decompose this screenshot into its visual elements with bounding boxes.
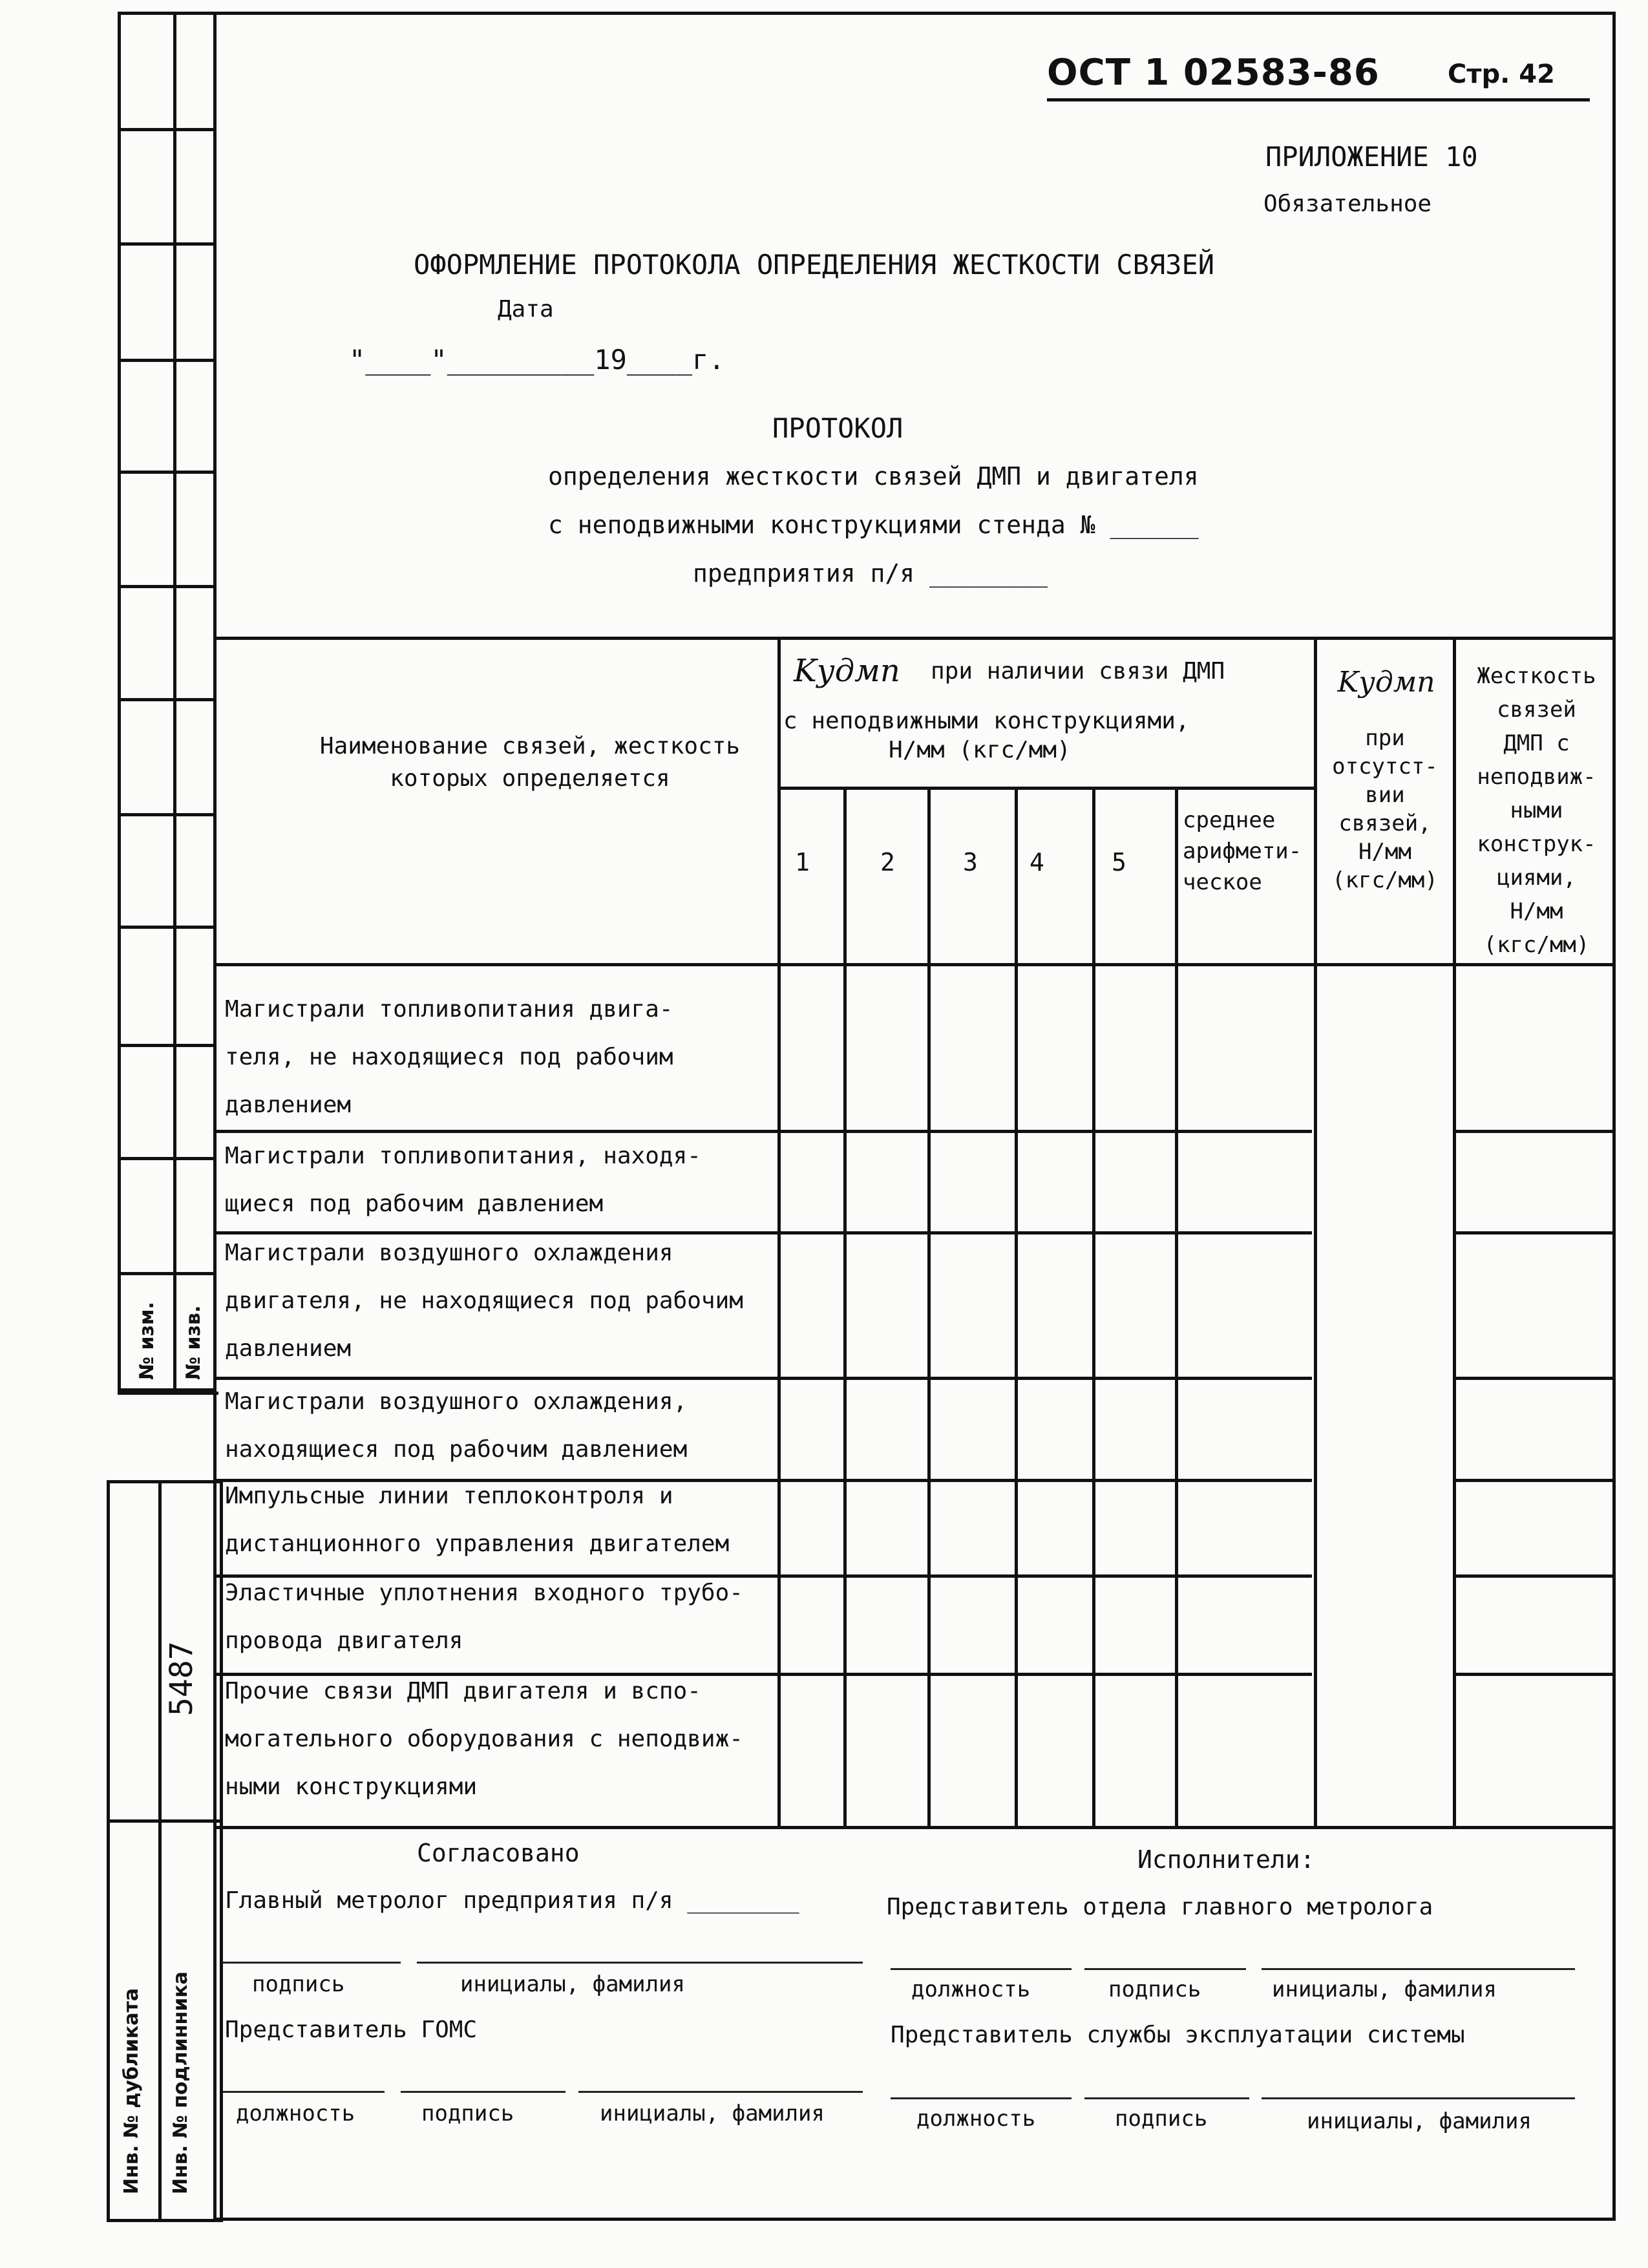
k-symbol-absent: Kудмп [1337, 666, 1435, 699]
form-title: ОФОРМЛЕНИЕ ПРОТОКОЛА ОПРЕДЕЛЕНИЯ ЖЕСТКОСТИ СВЯЗЕЙ [414, 249, 1215, 281]
inv-original-label: Инв. № подлинника [169, 1971, 192, 2194]
rep-goms: Представитель ГОМС [225, 2017, 478, 2043]
signature-caption: подпись [421, 2101, 514, 2126]
position-caption: должность [916, 2106, 1036, 2132]
date-label: Дата [498, 296, 554, 323]
agreed-label: Согласовано [417, 1839, 580, 1867]
col-header-stiffness: Жесткость связей ДМП с неподвиж- ными конструк- циями, Н/мм (кгс/мм) [1477, 663, 1596, 958]
inventory-number: 5487 [164, 1641, 200, 1716]
initials-caption: инициалы, фамилия [600, 2101, 825, 2126]
protocol-heading: ПРОТОКОЛ [772, 412, 903, 444]
table-row: Магистрали топливопитания двига- теля, не находящиеся под рабочим давлением [225, 996, 673, 1118]
rep-operation: Представитель службы эксплуатации системы [891, 2022, 1465, 2048]
protocol-line3: предприятия п/я ________ [693, 559, 1048, 588]
k-symbol: Kудмп [794, 653, 900, 689]
signature-caption: подпись [1108, 1977, 1201, 2002]
k-group-header2: с неподвижными конструкциями, [783, 708, 1190, 734]
k-group-header: при наличии связи ДМП [931, 658, 1225, 684]
table-row: Магистрали топливопитания, находя- щиеся под рабочим давлением [225, 1143, 701, 1217]
page-number: Стр. 42 [1448, 59, 1555, 89]
avg-col-header: среднее арифмети- ческое [1183, 807, 1302, 895]
signature-caption: подпись [252, 1971, 345, 1997]
notice-number-label: № изв. [182, 1305, 205, 1380]
table-row: Эластичные уплотнения входного трубо- провода двигателя [225, 1580, 743, 1654]
inv-duplicate-label: Инв. № дубликата [120, 1987, 143, 2194]
col-header-absent: при отсутст- вии связей, Н/мм (кгс/мм) [1332, 725, 1438, 893]
position-caption: должность [911, 1977, 1031, 2002]
sub-col-3: 3 [963, 848, 978, 876]
initials-caption: инициалы, фамилия [1307, 2108, 1532, 2134]
sub-col-2: 2 [880, 848, 895, 876]
sub-col-4: 4 [1030, 848, 1044, 876]
margin-column-outer [118, 12, 176, 1395]
change-number-label: № изм. [136, 1302, 158, 1380]
rep-metrology-dept: Представитель отдела главного метролога [887, 1894, 1433, 1920]
protocol-line1: определения жесткости связей ДМП и двигателя [548, 462, 1199, 491]
sub-col-1: 1 [795, 848, 810, 876]
k-group-units: Н/мм (кгс/мм) [889, 737, 1071, 763]
table-row: Импульсные линии теплоконтроля и дистанционного управления двигателем [225, 1483, 730, 1557]
sub-col-5: 5 [1112, 848, 1126, 876]
position-caption: должность [236, 2101, 355, 2126]
col-header-name: Наименование связей, жесткость которых определяется [319, 733, 741, 792]
appendix-status: Обязательное [1263, 191, 1432, 217]
initials-caption: инициалы, фамилия [460, 1971, 685, 1997]
margin-column-inner [173, 12, 218, 1395]
executors-label: Исполнители: [1137, 1845, 1315, 1874]
table-row: Магистрали воздушного охлаждения двигателя, не находящиеся под рабочим давлением [225, 1240, 743, 1362]
date-line: "____"_________19____г. [349, 344, 725, 376]
standard-code: ОСТ 1 02583-86 [1047, 52, 1380, 94]
appendix-title: ПРИЛОЖЕНИЕ 10 [1265, 141, 1478, 173]
table-row: Прочие связи ДМП двигателя и вспо- могательного оборудования с неподвиж- ными конструкциями [225, 1678, 743, 1800]
initials-caption: инициалы, фамилия [1272, 1977, 1497, 2002]
table-row: Магистрали воздушного охлаждения, находящиеся под рабочим давлением [225, 1388, 688, 1463]
protocol-line2: с неподвижными конструкциями стенда № ______ [548, 511, 1199, 539]
chief-metrologist: Главный метролог предприятия п/я ________ [225, 1887, 799, 1914]
signature-caption: подпись [1115, 2106, 1208, 2132]
